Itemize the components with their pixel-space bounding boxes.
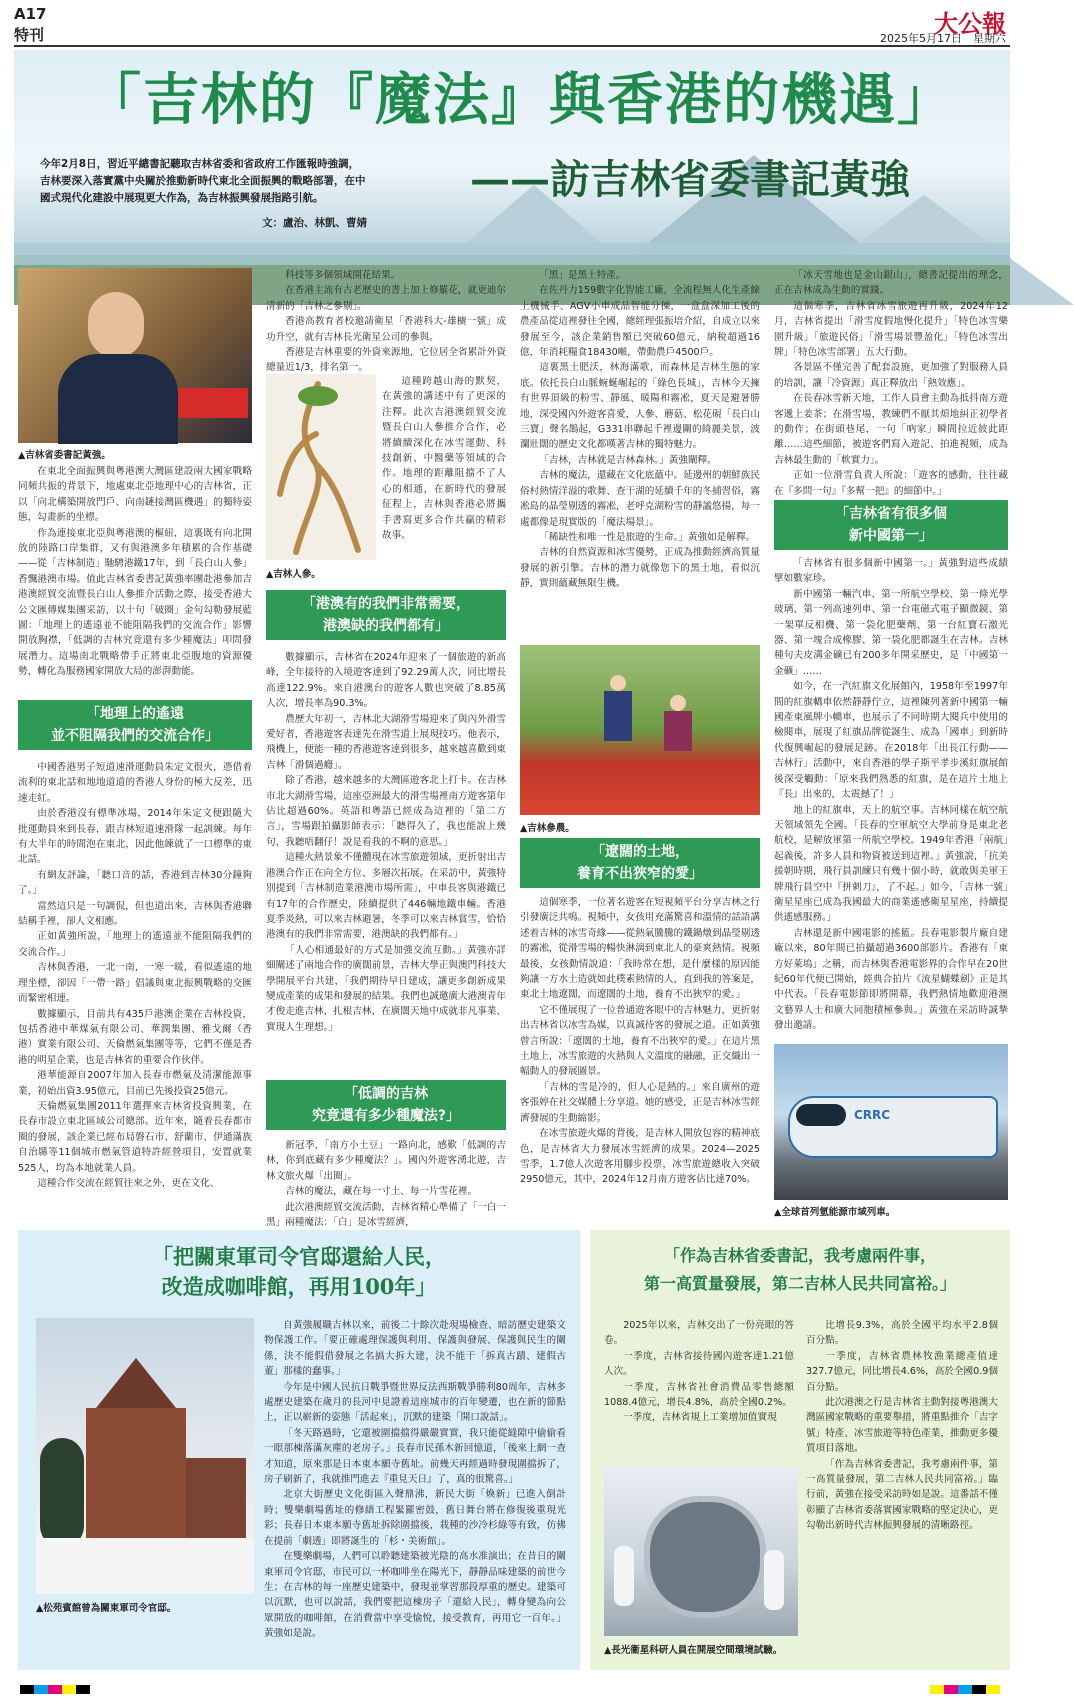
intro-line: 吉林要深入落實黨中央關於推動新時代東北全面振興的戰略部署，在中: [40, 175, 366, 187]
paragraph: 除了香港，越來越多的大灣區遊客北上打卡。在吉林市北大湖滑雪場，這座亞洲最大的滑雪場裡南方遊客第年佔比超過60%。英語和粵語已經成為這裡的「第二方言」，雪場跟拍攝影師表示：「聽得久了，我也能說上幾句，我聽唔翻仔！說是看我的不啊的意思。」: [266, 775, 506, 848]
paragraph: 在長春冰雪新天地，工作人員會主動為抵抖南方遊客遞上姜茶；在滑雪場，教練們不厭其煩地糾正初學者的動作；在街頭巷尾，一句「吶家」瞬間拉近彼此距離……這些細節，被遊客們寫入遊記、拍進視頻，成為吉林最生動的「軟實力」。: [774, 393, 1008, 466]
paragraph: 這個寒季，吉林省冰雪旅遊再升級，2024年12月，吉林省提出「滑雪度假地慢化提升」「特色冰雪樂園升級」「旅遊民俗」「滑雪場景豐盈化」「特色冰雪出牌」「特色冰雪部署」五大行動。: [774, 300, 1008, 359]
column-1-bottom: [18, 760, 252, 1200]
box-development-title: [590, 1242, 1010, 1298]
paragraph: 「吉林的雪是冷的，但人心是熱的。」來自廣州的遊客張婷在社交媒體上分享道。她的感受，正是吉林冰雪經濟發展的生動縮影。: [520, 1081, 760, 1124]
paragraph: 在香港主流有古老歷史的書上加上修羅花，就更迪尔清新的「吉林之參剔」。: [266, 285, 506, 312]
paragraph: 在佐丹力159數字化智能工廠，全流程無人化生產線上機械手、AGV小車成品智能分揀，一盒盒深加工後的農產品從這裡發往全國，總經理張振培介紹，自成立以來發展至今，該企業銷售額已突破60億元，納稅超過16億，年消耗糧食18430噸，帶動農戶4500戶。: [520, 285, 760, 359]
section-name: 特刊: [14, 26, 45, 44]
paragraph: 正如一位滑雪負責人所說：「遊客的感動，往往藏在『多問一句』『多幫一把』的細節中。」: [774, 470, 1008, 497]
subhead-many: [774, 500, 1008, 550]
subhead-hk: [266, 590, 506, 640]
paragraph: 「冬天路過時，它還被圍擋擋得嚴嚴實實，我只能從縫隙中偷偷看一眼那棟落滿灰塵的老房子。」長春市民孫木新回憶道，「後來上網一查才知道，原來那是日本東本願寺舊址。前幾天再經過時發現圍擋拆了，房子刷新了，我就推門進去『重見天日』了，真的很驚喜。」: [264, 1427, 566, 1486]
subhead-line: 「低調的吉林: [344, 1086, 428, 1102]
column-4-bottom: [774, 556, 1008, 1036]
box-title-line: 改造成咖啡館，再用100年」: [161, 1274, 437, 1299]
box-development-left-text: [604, 1318, 794, 1460]
header-rule: [14, 45, 1010, 47]
paragraph: 「吉林，吉林就是吉林森林。」黃強闡釋。: [539, 454, 717, 466]
column-1-top: [18, 464, 252, 689]
column-2-side: [382, 374, 506, 574]
paragraph: 「作為吉林省委書記，我考慮兩件事，第一高質量發展，第二吉林人民共同富裕。」臨行前，黃強在接受采訪時如是說。這番話不僅彰顯了吉林省委落實國家戰略的堅定決心，更勾勒出新時代吉林振興發展的清晰路徑。: [806, 1458, 998, 1532]
subhead-line: 「吉林省有很多個: [835, 506, 947, 522]
paragraph: 「稀缺性和唯一性是旅遊的生命。」黃強如是解釋。: [539, 531, 756, 543]
intro-line: 今年2月8日，習近平總書記聽取吉林省委和省政府工作匯報時強調，: [40, 158, 360, 170]
paragraph: 北京大街歷史文化街區入聲鼎沸，新民大街「煥新」已進入倒計時；雙樂劇場舊址的修繕工程緊羅密鼓，舊日舞台將在修復後重現光彩；長春日本東本願寺舊址拆除圍擋後，栽種的沙冷杉綠等有致，仿佛在提前「劇透」即將誕生的「杉・美術館」。: [264, 1489, 566, 1547]
subhead-line: 「遼闊的土地，: [591, 844, 689, 860]
photo-mansion: [36, 1318, 254, 1594]
column-3-bottom: [520, 895, 760, 1217]
box-title-line: 第一高質量發展，第二吉林人民共同富裕。」: [643, 1274, 956, 1293]
caption-mansion: ▲松苑賓館曾為關東軍司令官邸。: [36, 1603, 177, 1614]
paragraph: 如今，在一汽紅旗文化展館內，1958年至1997年間的紅旗轎車依然靜靜佇立，這裡陳列著新中國第一輛國產東風牌小轎車，也展示了不同時期大閱兵中使用的檢閱車，展現了紅旗品牌從誕生、成為「國車」到新時代復興崛起的發展足跡。在2018年「出長江行動——吉林行」活動中，來自香港的學子斯平孝步溪紅旗展館後深受觸動：「原來我們熟悉的紅旗，是在這片土地上『長』出來的，太震撼了！」: [774, 681, 1008, 801]
newspaper-logo: 大公報: [934, 9, 1006, 38]
paragraph: 比增長9.3%，高於全國平均水平2.8個百分點。: [806, 1320, 998, 1347]
paragraph: 香港高教育者校邀請衛星「香港科大-雄櫥一號」成功升空，就有吉林長光衛星公司的參與。: [266, 316, 506, 343]
column-4-top: [774, 268, 1008, 497]
photo-farm: [520, 645, 760, 815]
paragraph: 吉林的魔法，還藏在文化底蘊中。延邊州的朝鮮族民俗村熱情洋溢的歌舞、查干湖的延續千年的冬捕習俗，霧凇島的晶瑩剔透的霧凇，老呼克湖粉雪的靜謐悠揚，每一處都像是現實版的「魔法場景」。: [520, 470, 760, 528]
subhead-line: 養育不出狹窄的愛」: [577, 866, 703, 882]
paragraph: 數據顯示，吉林省在2024年迎來了一個旅遊的新高峰，全年接待的入境遊客達到了92.29萬人次，同比增長高達122.9%。來自港澳台的遊客人數也突破了8.85萬人次，增長率為90.3%。: [266, 652, 506, 710]
paragraph: 香港是吉林重要的外資來源地，它位居全省累計外資總量近1/3，排名第一。: [266, 347, 506, 374]
caption-train: ▲全球首列氫能源市域列車。: [774, 1207, 896, 1218]
caption-lab: ▲長光衞星科研人員在開展空間環境試驗。: [604, 1645, 783, 1656]
column-2-middle: [266, 650, 506, 1090]
paragraph: 中國香港男子短道速滑運動員朱定文很火，憑借着流利的東北話和地地道道的香港人身份的極大反差，迅速走紅。: [18, 762, 252, 804]
paragraph: 吉林還是新中國電影的搖籃。長春電影製片廠自建廠以來，80年間已拍攝超過3600部影片。香港有「東方好萊塢」之稱，而吉林與香港電影界的合作早在20世紀60年代便已開始，經典合拍片《流星蝴蝶劍》正是其中代表。「長春電影節即將開幕，我們熱情地歡迎港澳文藝界人士和廣大同胞積極參與。」黃強在采訪時誠摯發出邀請。: [774, 927, 1008, 1032]
paragraph: 「吉林省有很多個新中國第一。」黃強對這些成績擘如數家珍。: [774, 558, 1008, 585]
paragraph: 此次港澳經貿交流活動，吉林省精心準備了「一白一黑」兩種魔法：「白」是冰雪經濟，: [266, 1201, 506, 1229]
paragraph: 2025年以來，吉林交出了一份亮眼的答卷。: [604, 1320, 794, 1347]
paragraph: 這種火熱景象不僅體現在冰雪旅遊領域，更折射出吉港澳合作正在向全方位、多層次拓展。在采訪中，黃強特別提到「吉林制造業港澳市場所需」，中車長客與港鐵已有17年的合作歷史，陸續提供了446輛地鐵車輛。香港夏季炎熱，可以來吉林避暑，冬季可以來吉林賞雪，恰恰港澳有的我們非常需要，港澳缺的我們都有。」: [266, 852, 506, 941]
paragraph: 吉林與香港，一北一南，一寒一暖，看似遙遠的地理坐標，卻因「一帶一路」倡議與東北振興戰略的交匯而緊密相連。: [18, 962, 252, 1005]
byline: 文：盧治、林凱、曹婧: [262, 217, 367, 229]
paragraph: 吉林的魔法，藏在每一寸土、每一片雪花裡。: [285, 1186, 478, 1198]
paragraph: 由於香港沒有標準冰場，2014年朱定文便跟隨大批運動員來到長春，跟吉林短道速滑隊一起訓練。每年有大半年的時間泡在東北，因此他練就了一口標準的東北話。: [18, 808, 252, 866]
paragraph: 自黃強履職吉林以來，前後二十餘次赴現場檢查、暗訪歷史建築文物保護工作。「要正確處理保護與利用、保護與發展、保護與民生的關係，決不能假借發展之名搞大拆大建，決不能干「拆真古蹟、建假古董」那樣的蠢事。」: [264, 1320, 566, 1378]
paragraph: 數據顯示，目前共有435戶港澳企業在吉林投資，包括香港中華煤氣有限公司、華潤集團、雅戈爾（香港）實業有限公司、天倫燃氣集團等等，它們不僅是香港的明星企業，也是吉林省的重要合作伙伴。: [18, 1008, 252, 1066]
train-logo: CRRC: [854, 1108, 891, 1122]
intro-block: [40, 156, 400, 207]
box-mansion-title: [18, 1242, 580, 1302]
paragraph: 各景區不僅完善了配套設施，更加強了對服務人員的培訓，讓「冷資源」真正釋放出「熱效應」。: [774, 362, 1008, 389]
paragraph: 吉林的自然資源和冰雪優勢，正成為推動經濟高質量發展的新引擎。吉林的潛力就像您下的黑土地，看似沉靜，實則蘊藏無限生機。: [520, 547, 760, 590]
paragraph: 新冠季，「南方小土豆」一路向北，感歎「低調的吉林，你到底藏有多少種魔法？」。國內外遊客湧北遊，吉林文旅火爆「出圈」。: [266, 1140, 506, 1182]
paragraph: 在雙樂劇場，人們可以聆聽建築被光陰的高水准演出；在昔日的關東軍司令官邸，市民可以一杯咖啡坐在陽光下，靜靜品味建築的前世今生；在吉林的每一座歷史建築中，發現並掌習那段厚重的歷史。建築可以沉默，也可以說話，我們要把這棟房子「還給人民」，轉身變為向公眾開放的咖啡館，在消費當中享受愉悅，接受教育，再用它一百年。」黃強如是說。: [264, 1551, 566, 1640]
paragraph: 這種跨越山海的默契，在黃強的講述中有了更深的注釋。此次吉港澳經貿交流暨長白山人參推介合作，必將續續深化在冰雪運動、科技創新、中醫藥等領域的合作。地理的距離阻擋不了人心的相通，在新時代的發展征程上，吉林與香港必將攜手書寫更多合作共贏的精彩故事。: [382, 376, 506, 542]
paragraph: 港華能源自2007年加入長春市燃氣及清潔能源事業，初始出資3.95億元，目前已先後投資25億元。: [18, 1070, 252, 1097]
subhead-line: 「港澳有的我們非常需要，: [302, 596, 470, 612]
paragraph: 一季度，吉林省規上工業增加值實現: [623, 1412, 777, 1424]
paragraph: 科技等多個領域開花結果。: [285, 270, 401, 281]
ginseng-illustration: [266, 374, 376, 560]
column-2-top: [266, 268, 506, 374]
column-3-top: [520, 268, 760, 638]
headline-title: 「吉林的『魔法』與香港的機遇」: [85, 67, 955, 133]
paragraph: 此次港澳之行是吉林省主動對接粵港澳大灣區國家戰略的重要舉措，將重點推介「吉字號」特產、冰雪旅遊等特色產業，推動更多優質項目落地。: [806, 1397, 998, 1455]
subhead-line: 新中國第一」: [849, 528, 933, 544]
paragraph: 農歷大年初一，吉林北大湖滑雪場迎來了與內外滑雪愛好者，香港遊客表達先在滑雪道上展現技巧。他表示，飛機上，便能一種的香港遊客達到很多，越來越喜歡到東吉林「滑個過癮」。: [266, 713, 506, 771]
paragraph: 這種合作交流在經貿往來之外，更在文化、: [37, 1177, 220, 1189]
subhead-vast: [520, 838, 760, 888]
headline-subtitle: ——訪吉林省委書記黃強: [470, 156, 910, 203]
box-title-line: 「把關東軍司令官邸還給人民，: [152, 1244, 446, 1269]
paragraph: 「冰天雪地也是金山銀山」，總書記提出的理念，正在吉林成為生動的實踐。: [774, 270, 1008, 297]
paragraph: 這個寒季，一位著名遊客在短視頻平台分享吉林之行引發廣泛共鳴。視頻中，女孩用充滿驚喜和溫情的話語講述着吉林的冰雪奇緣——從熱氣騰騰的鐵鍋燉到晶瑩剔透的霧凇，從滑雪場的暢快淋漓到東北人的豪爽熱情。視頻最後，女孩動情說道：「我時常在想，是什麼樣的原因能夠讓一方水土造就如此樸素熱情的人，直到我的答案是，東北土地遼闊，而遼闊的土地，養育不出狹窄的愛。」: [520, 897, 760, 1001]
photo-secretary: [18, 268, 252, 443]
paragraph: 當然這只是一句調侃，但也道出來，吉林與香港聯結稱手裡，卻人文相應。: [18, 900, 252, 928]
page-number: A17: [14, 5, 47, 23]
subhead-line: 港澳缺的我們都有」: [323, 618, 449, 634]
paragraph: 它不僅展現了一位普通遊客眼中的吉林魅力，更折射出吉林省以冰雪為媒，以真誠待客的發展之道。正如黃強曾言所說：「遼闊的土地，養育不出狹窄的愛。」在這片黑土地上，冰雪旅遊的火熱與人文溫度的融融，正交織出一幅動人的發展圖景。: [520, 1004, 760, 1078]
paragraph: 在冰雪旅遊火爆的背後，是吉林人開放包容的精神底色，是吉林省大力發展冰雪經濟的成果。2024—2025雪季，1.7億人次遊客用腳步投票，冰雪旅遊總收入突破2950億元，其中，2024年12月南方遊客佔比達70%。: [520, 1128, 760, 1186]
paragraph: 正如黃強所說，「地理上的遙遠並不能阻隔我們的交流合作。」: [18, 931, 252, 958]
caption-ginseng: ▲吉林人參。: [266, 569, 321, 580]
box-mansion-text: [264, 1318, 566, 1660]
intro-line: 國式現代化建設中展現更大作為，為吉林振興發展指路引航。: [40, 192, 324, 204]
subhead-line: 「地理上的遙遠: [86, 706, 184, 722]
paragraph: 一季度，吉林省接待國內遊客達1.21億人次。: [604, 1350, 794, 1378]
photo-train: [774, 1044, 1008, 1200]
paragraph: 一季度，吉林省社會消費品零售總額1088.4億元，增長4.8%，高於全國0.2%。: [604, 1381, 794, 1409]
paragraph: 一季度，吉林省農林牧漁業總產值達327.7億元，同比增長4.6%，高於全國0.9個百分點。: [806, 1350, 998, 1393]
paragraph: 「人心相通最好的方式是加強交流互動。」黃強亦詳細闡述了兩地合作的廣闊前景，吉林大學正與澳門科技大學開展平台共建，「我們期待早日建成，讓更多創新成果變成產業的成果和發展的結果。我們也誠邀廣大港澳青年才俊走進吉林，扎根吉林，在廣闊天地中成就非凡事業、實現人生理想。」: [266, 944, 506, 1033]
caption-secretary: ▲吉林省委書記黃強。: [18, 450, 111, 461]
paragraph: 地上的紅旗車，天上的航空事。吉林同樣在航空航天領域領先全國。「長春的空軍航空大學前身是東北老航校，是解放軍第一所航空學校。1949年香港「兩航」起義後，許多人員和物資被送到這裡。」黃強說，「抗美援朝時期，飛行員訓練只有幾十個小時，就敢與美軍王牌飛行員空中『拼刺刀』，了不起。」如今，「吉林一號」衛星星座已成為我國最大的商業遙感衛星星座，持續提供遙感服務。」: [774, 804, 1008, 924]
subhead-geo: [18, 700, 252, 750]
subhead-line: 並不阻隔我們的交流合作」: [51, 728, 219, 744]
column-2-bottom: [266, 1138, 506, 1229]
subhead-low: [266, 1080, 506, 1130]
paragraph: 「黑」是黑土特產。: [539, 270, 626, 281]
subhead-line: 究竟還有多少種魔法?」: [311, 1108, 461, 1124]
box-development-right-text: [806, 1318, 998, 1658]
registration-bar-left: [20, 1685, 90, 1694]
paragraph: 作為連接東北亞與粵港澳的樞紐，這裏既有向北開放的陸路口岸集群，又有與港澳多年積累的合作基礎——從「吉林制造」馳騁港鐵17年，到「長白山人參」香飄港澳市場。值此吉林省委書記黃強率團赴港參加吉港澳經貿交流暨長白山人參推介活動之際，接受香港大公文匯傳媒集團采訪，以十句「破圈」金句勾勒發展藍圖：「地理上的遙遠並不能阻隔我們的交流合作」影響開放胸襟，「低調的吉林究竟還有多少種魔法」叩問發展潛力。這場南北戰略帶手正將東北亞腹地的資源優勢，轉化為服務國家開放大局的澎湃動能。: [18, 527, 252, 678]
caption-farm: ▲吉林參農。: [520, 823, 575, 834]
box-title-line: 「作為吉林省委書記，我考慮兩件事，: [663, 1246, 936, 1265]
registration-bar-right: [930, 1685, 1000, 1694]
paragraph: 新中國第一輛汽車、第一所航空學校、第一條光學玻璃、第一列高速列車、第一台電磁式電子顯微鏡、第一架單反相機、第一袋化肥藥劑、第一台紅寶石激光器、第一塊合成橡膠、第一袋化肥都誕生在吉林。吉林種句夫皮溝金礦已有200多年開采歷史，是「中國第一金礦」……: [774, 588, 1008, 677]
issue-date: 2025年5月17日 星期六: [880, 32, 1006, 45]
paragraph: 有網友評論，「聽口音的話，香港到吉林30分鐘夠了。」: [18, 869, 252, 897]
paragraph: 今年是中國人民抗日戰爭暨世界反法西斯戰爭勝利80周年，吉林多處歷史建築在歲月的長河中見證着這座城市的百年變遷，也在新的節點上，正以嶄新的姿態「活起來」，沉默的建築「開口說話」。: [264, 1381, 566, 1424]
paragraph: 這裏黑土肥沃，林海滿歌，而森林是吉林生態的家底。依托長白山脈蜿蜒崛起的「綠色長城」，吉林今天擁有世界頂級的粉雪、靜風、暖陽和霧凇，夏天是避暑勝地，深受國內外遊客喜愛，人參、蘑菇、松花硯「長白山三寶」聲名鵲起，G331串聯起千裡邊關的綺麗美景，波瀾壯闊的歷史文化都嘆著吉林的獨特魅力。: [520, 362, 760, 451]
photo-lab: [604, 1466, 798, 1636]
photo-ginseng: [266, 374, 376, 560]
paragraph: 天倫燃氣集團2011年選擇來吉林省投資興業，在長春市設立東北區域公司總部。近年來，隨着長春都市圈的發展，該企業已經布局磐石市、舒蘭市、伊通滿族自治縣等11個城市燃氣管道特許經營項目，安置就業525人，均為本地就業人員。: [18, 1100, 252, 1174]
paragraph: 在東北全面振興與粵港澳大灣區建設兩大國家戰略同頻共振的背景下，地處東北亞地理中心的吉林省，正以「向北構築開放門戶、向南鏈接灣區機遇」的獨特姿態，勾畫新的坐標。: [18, 466, 252, 524]
